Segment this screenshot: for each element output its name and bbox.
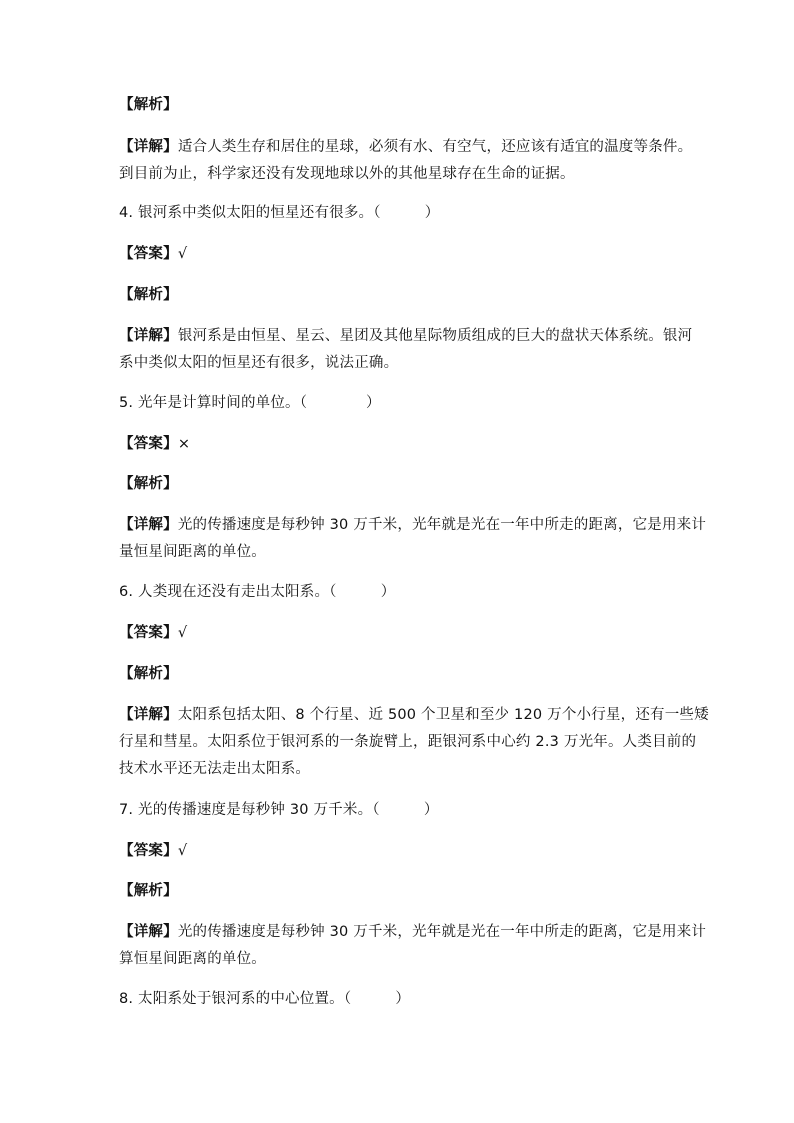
detail-paragraph-line xyxy=(119,137,693,157)
analysis-label: 【解析】 xyxy=(119,666,178,682)
question-text: 5. 光年是计算时间的单位。（ ） xyxy=(119,395,381,411)
question-text: 4. 银河系中类似太阳的恒星还有很多。（ ） xyxy=(119,205,440,221)
detail-label: 【详解】 xyxy=(119,139,178,155)
question-4 xyxy=(119,203,679,223)
analysis-label: 【解析】 xyxy=(119,287,178,303)
answer-line xyxy=(119,623,679,643)
answer-value: √ xyxy=(177,625,188,641)
analysis-heading xyxy=(119,95,679,115)
detail-text: 到目前为止，科学家还没有发现地球以外的其他星球存在生命的证据。 xyxy=(119,166,575,182)
detail-text: 技术水平还无法走出太阳系。 xyxy=(119,761,311,777)
detail-text: 太阳系包括太阳、8 个行星、近 500 个卫星和至少 120 万个小行星，还有一些矮 xyxy=(177,707,709,723)
detail-label: 【详解】 xyxy=(119,328,178,344)
analysis-heading xyxy=(119,664,679,684)
detail-paragraph-line xyxy=(119,542,679,562)
detail-label: 【详解】 xyxy=(119,924,178,940)
answer-label: 【答案】 xyxy=(119,246,178,262)
answer-line xyxy=(119,841,679,861)
detail-text: 银河系是由恒星、星云、星团及其他星际物质组成的巨大的盘状天体系统。银河 xyxy=(177,328,693,344)
detail-text: 行星和彗星。太阳系位于银河系的一条旋臂上，距银河系中心约 2.3 万光年。人类目前的 xyxy=(119,734,697,750)
detail-paragraph-line xyxy=(119,732,697,752)
detail-text: 光的传播速度是每秒钟 30 万千米，光年就是光在一年中所走的距离，它是用来计 xyxy=(177,924,707,940)
detail-paragraph-line xyxy=(119,949,679,969)
answer-label: 【答案】 xyxy=(119,625,178,641)
detail-paragraph-line xyxy=(119,705,709,725)
question-7 xyxy=(119,800,679,820)
detail-label: 【详解】 xyxy=(119,517,178,533)
detail-text: 光的传播速度是每秒钟 30 万千米，光年就是光在一年中所走的距离，它是用来计 xyxy=(177,517,707,533)
detail-paragraph-line xyxy=(119,515,707,535)
answer-label: 【答案】 xyxy=(119,843,178,859)
analysis-heading xyxy=(119,474,679,494)
detail-text: 适合人类生存和居住的星球，必须有水、有空气，还应该有适宜的温度等条件。 xyxy=(177,139,693,155)
answer-value: √ xyxy=(177,843,188,859)
answer-value: √ xyxy=(177,246,188,262)
detail-text: 算恒星间距离的单位。 xyxy=(119,951,266,967)
detail-paragraph-line xyxy=(119,326,693,346)
question-8 xyxy=(119,989,679,1009)
detail-paragraph-line xyxy=(119,759,679,779)
detail-text: 量恒星间距离的单位。 xyxy=(119,544,266,560)
analysis-label: 【解析】 xyxy=(119,476,178,492)
question-5 xyxy=(119,393,679,413)
detail-label: 【详解】 xyxy=(119,707,178,723)
analysis-heading xyxy=(119,285,679,305)
analysis-heading xyxy=(119,881,679,901)
detail-paragraph-line xyxy=(119,353,679,373)
question-text: 7. 光的传播速度是每秒钟 30 万千米。（ ） xyxy=(119,802,439,818)
analysis-label: 【解析】 xyxy=(119,97,178,113)
detail-text: 系中类似太阳的恒星还有很多，说法正确。 xyxy=(119,355,399,371)
answer-line xyxy=(119,244,679,264)
question-text: 6. 人类现在还没有走出太阳系。（ ） xyxy=(119,584,396,600)
question-6 xyxy=(119,582,679,602)
answer-label: 【答案】 xyxy=(119,436,178,452)
detail-paragraph-line xyxy=(119,164,679,184)
detail-paragraph-line xyxy=(119,922,707,942)
question-text: 8. 太阳系处于银河系的中心位置。（ ） xyxy=(119,991,411,1007)
answer-line xyxy=(119,434,679,454)
answer-value: × xyxy=(177,436,191,452)
analysis-label: 【解析】 xyxy=(119,883,178,899)
